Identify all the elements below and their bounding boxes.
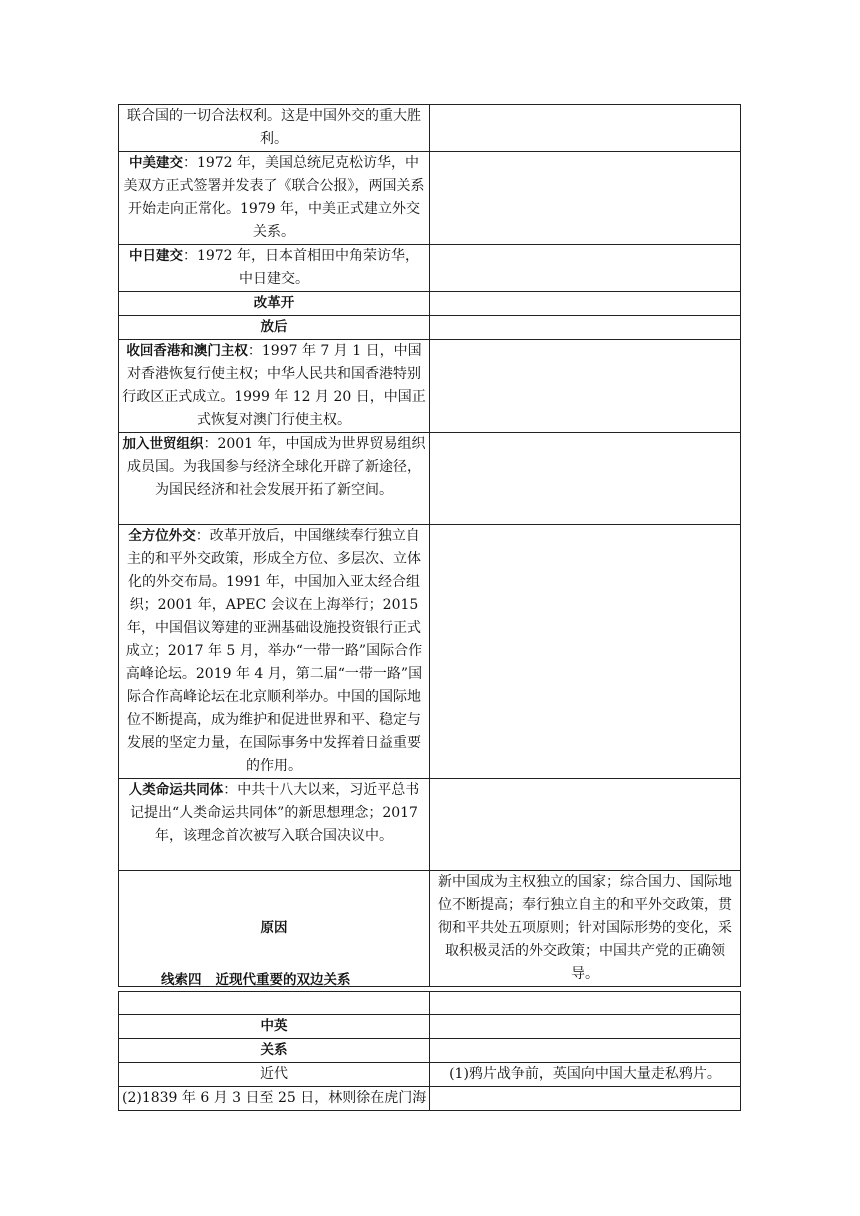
table-row xyxy=(119,340,741,433)
table-row xyxy=(119,779,741,871)
table-cell xyxy=(430,340,741,433)
period-label: 改革开 xyxy=(119,292,430,316)
period-label: 放后 xyxy=(119,316,430,340)
table-cell xyxy=(430,992,741,1015)
section-caption xyxy=(161,970,351,990)
table-cell xyxy=(430,433,741,525)
table-row xyxy=(119,152,741,245)
term-heading: 中日建交 xyxy=(128,248,183,264)
table-cell xyxy=(119,779,430,871)
table-row xyxy=(119,292,741,316)
cell-text: ：1972 年，美国总统尼克松访华，中美双方正式签署并发表了《联合公报》，两国关系开始走向正常化。1979 年，中美正式建立外交关系。 xyxy=(123,155,425,240)
term-heading: 人类命运共同体 xyxy=(128,782,224,798)
bilateral-relations-table xyxy=(118,991,741,1111)
table-row xyxy=(119,316,741,340)
table-row xyxy=(119,992,741,1015)
table-cell xyxy=(430,525,741,779)
reason-text: 新中国成为主权独立的国家；综合国力、国际地位不断提高；奉行独立自主的和平外交政策，贯彻和平共处五项原则；针对国际形势的变化，采取积极灵活的外交政策；中国共产党的正确领导。 xyxy=(430,871,741,987)
table-cell xyxy=(430,1015,741,1039)
table-cell xyxy=(119,525,430,779)
table-cell xyxy=(430,292,741,316)
caption-clue-number: 线索四 xyxy=(161,972,202,988)
table-row xyxy=(119,105,741,152)
table-row xyxy=(119,1063,741,1087)
table-cell xyxy=(430,105,741,152)
country-pair-label: 中英 xyxy=(119,1015,430,1039)
cell-text: ：中共十八大以来，习近平总书记提出“人类命运共同体”的新思想理念；2017 年，该理念首次被写入联合国决议中。 xyxy=(130,782,420,844)
table-row xyxy=(119,1015,741,1039)
term-heading: 加入世贸组织 xyxy=(122,436,204,452)
cell-text: ：1972 年，日本首相田中角荣访华，中日建交。 xyxy=(182,248,420,287)
table-cell xyxy=(119,340,430,433)
cell-text: (1)鸦片战争前，英国向中国大量走私鸦片。 xyxy=(430,1063,741,1087)
relation-label: 关系 xyxy=(119,1039,430,1063)
diplomacy-table xyxy=(118,104,741,987)
table-cell xyxy=(430,1039,741,1063)
term-heading: 中美建交 xyxy=(128,155,183,171)
table-row xyxy=(119,1039,741,1063)
table-cell xyxy=(119,105,430,152)
table-row xyxy=(119,1087,741,1111)
cell-text: ：2001 年，中国成为世界贸易组织成员国。为我国参与经济全球化开辟了新途径，为国民经济和社会发展开拓了新空间。 xyxy=(127,436,426,498)
table-row xyxy=(119,245,741,292)
table-row xyxy=(119,525,741,779)
reason-label: 原因 xyxy=(119,871,430,987)
table-cell xyxy=(119,433,430,525)
term-heading: 全方位外交 xyxy=(128,528,196,544)
table-cell xyxy=(119,152,430,245)
table-cell xyxy=(430,779,741,871)
table-cell xyxy=(430,152,741,245)
term-heading: 收回香港和澳门主权 xyxy=(126,343,248,359)
cell-text: 联合国的一切合法权利。这是中国外交的重大胜利。 xyxy=(127,108,421,147)
table-cell xyxy=(430,245,741,292)
table-row xyxy=(119,433,741,525)
cell-text: ：1997 年 7 月 1 日，中国对香港恢复行使主权；中华人民共和国香港特别行政区正式成立。1999 年 12 月 20 日，中国正式恢复对澳门行使主权。 xyxy=(122,343,426,428)
period-label: 近代 xyxy=(119,1063,430,1087)
table-cell xyxy=(119,245,430,292)
cell-text: (2)1839 年 6 月 3 日至 25 日，林则徐在虎门海 xyxy=(119,1087,430,1111)
table-cell xyxy=(119,992,430,1015)
table-cell xyxy=(430,1087,741,1111)
cell-text: ：改革开放后，中国继续奉行独立自主的和平外交政策，形成全方位、多层次、立体化的外交布局。1991 年，中国加入亚太经合组织；2001 年，APEC 会议在上海举行；2015 年，中国倡议筹建的亚洲基础设施投资银行正式成立；2017 年 5 月，举办“一带一路”国际合作高峰论坛。2019 年 4 月，第二届“一带一路”国际合作高峰论坛在北京顺利举办。中国的国际地位不断提高，成为维护和促进世界和平、稳定与发展的坚定力量，在国际事务中发挥着日益重要的作用。 xyxy=(125,528,423,774)
table-cell xyxy=(430,316,741,340)
caption-title: 近现代重要的双边关系 xyxy=(215,972,351,988)
